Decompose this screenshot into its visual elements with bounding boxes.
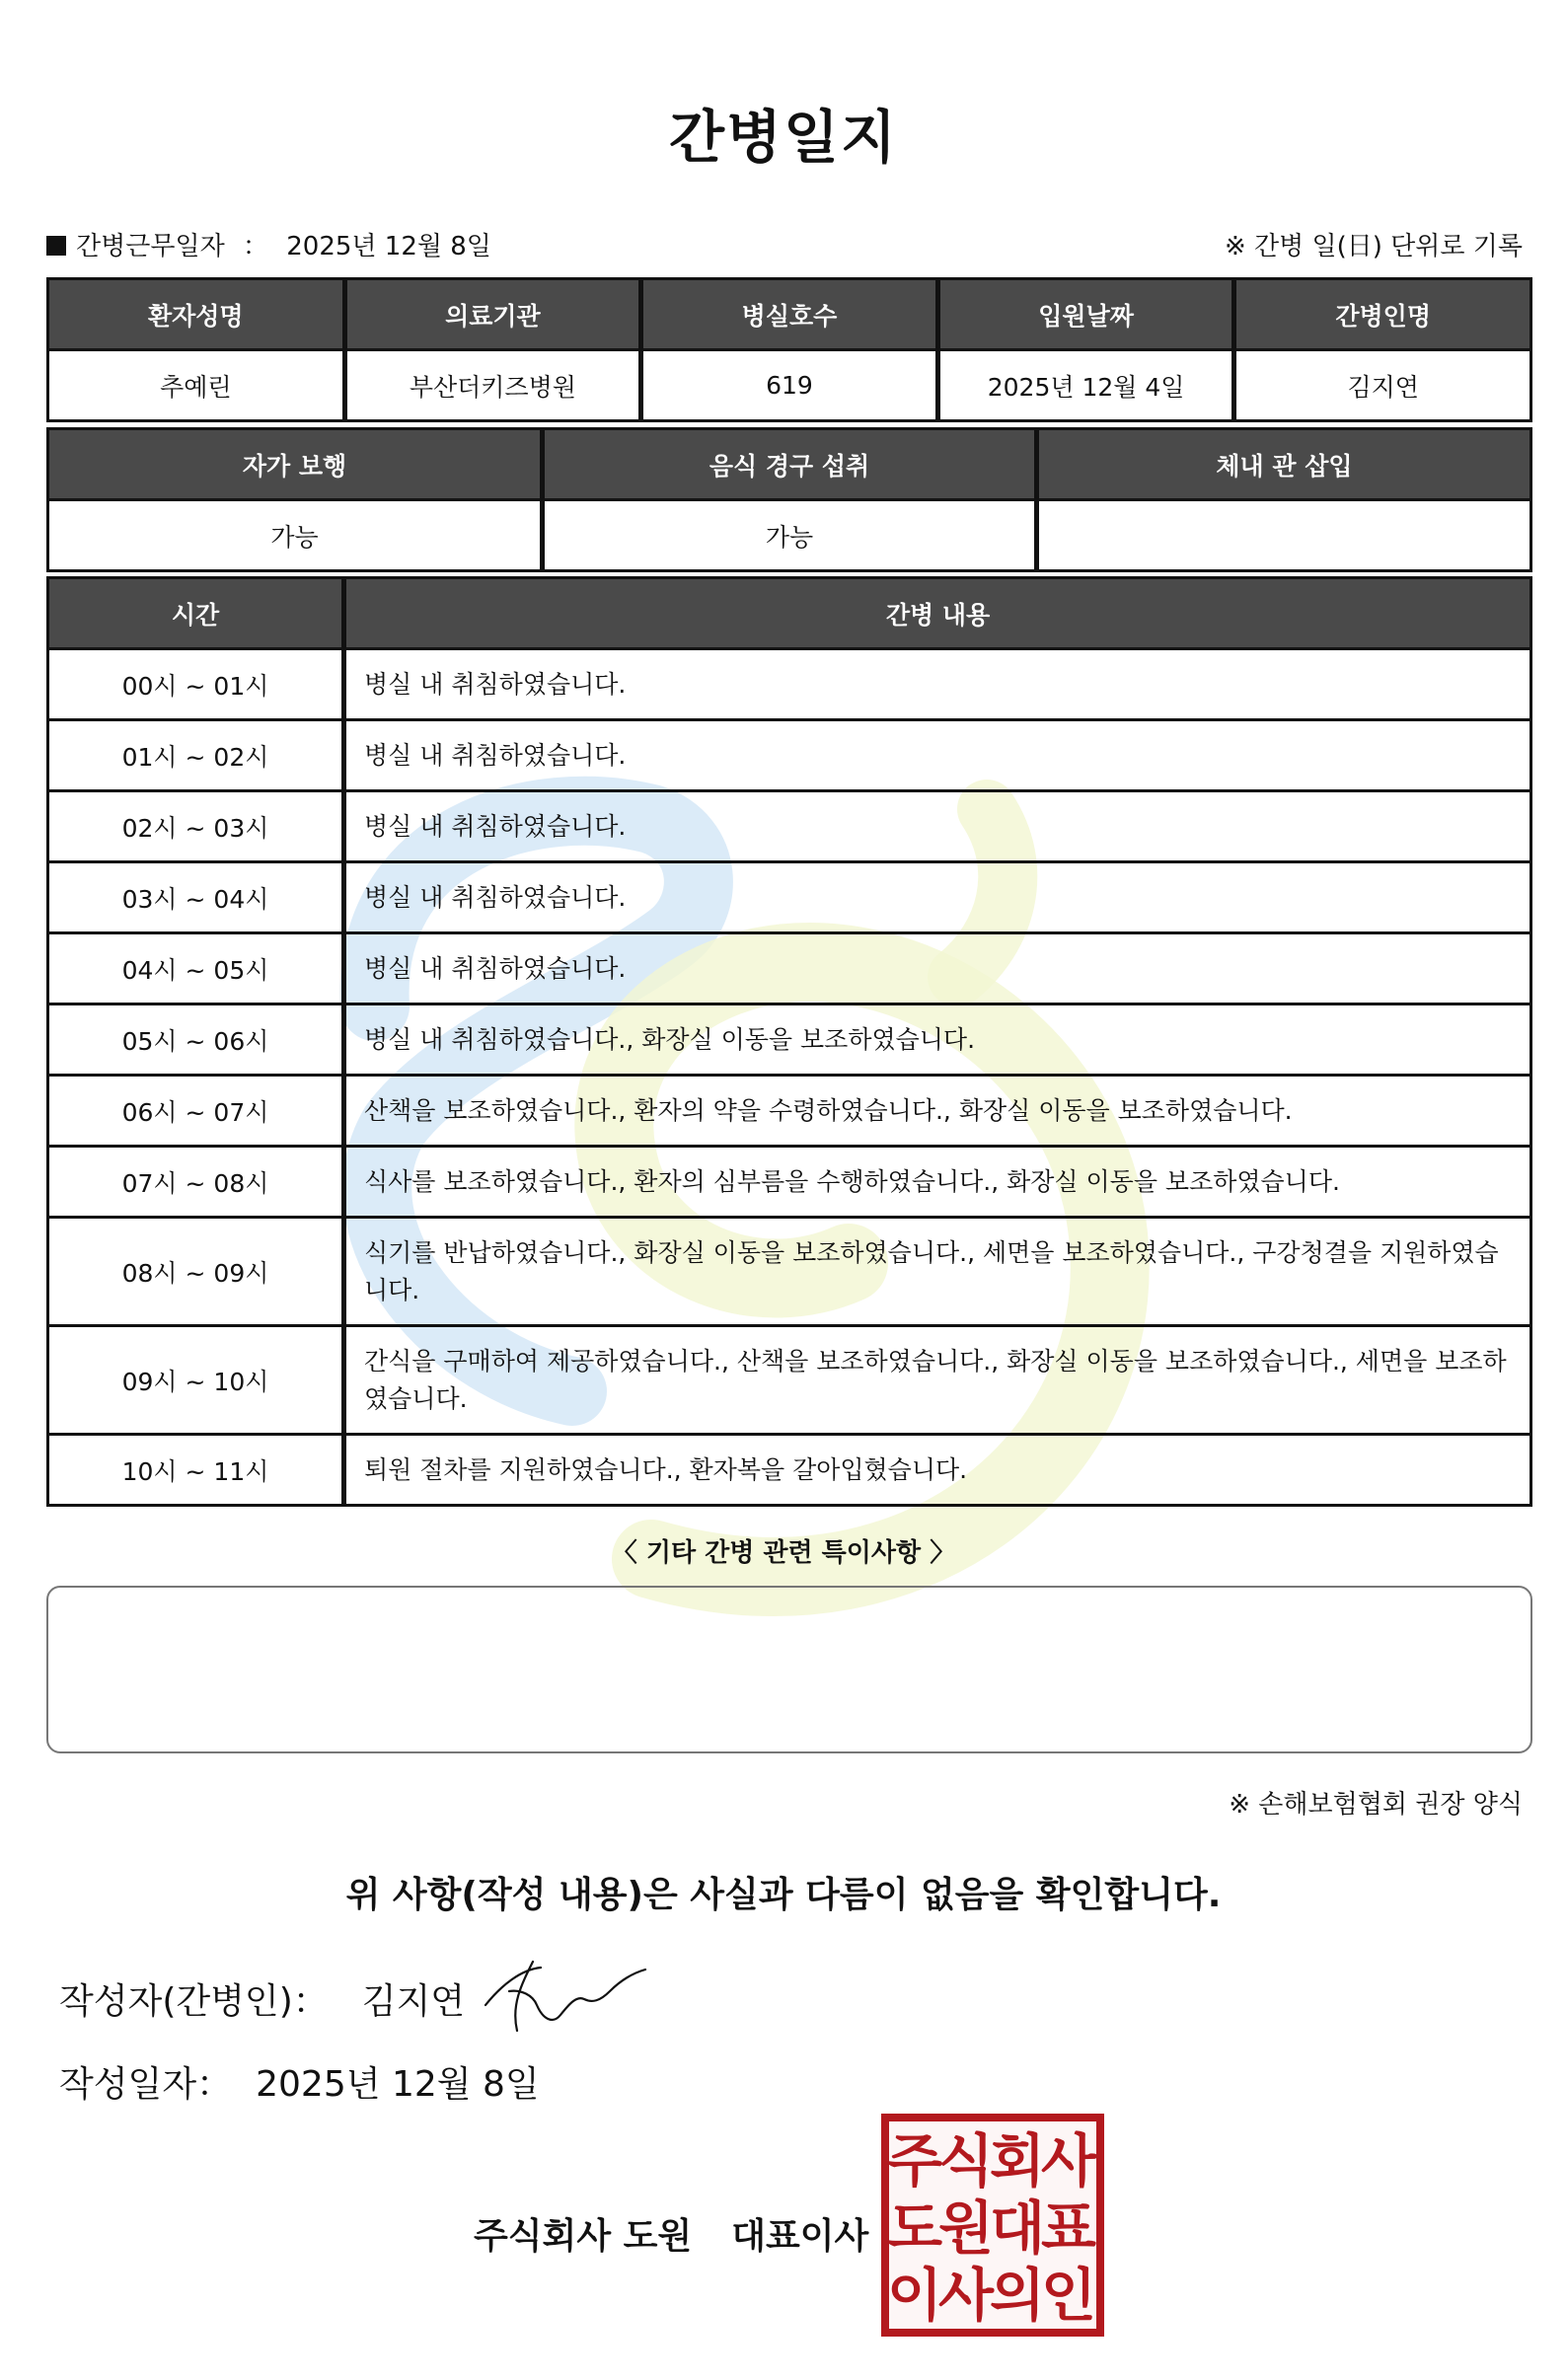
unit-note: ※ 간병 일(日) 단위로 기록 (1224, 232, 1523, 261)
work-date-separator: ： (242, 232, 268, 261)
status-value-row (48, 500, 1531, 571)
seal-glyph: 식 (937, 2127, 995, 2194)
content-cell: 퇴원 절차를 지원하였습니다., 환자복을 갈아입혔습니다. (344, 1435, 1531, 1506)
time-cell: 06시 ~ 07시 (48, 1076, 344, 1147)
table-row (48, 1076, 1531, 1147)
room-number-value: 619 (641, 350, 938, 421)
time-cell: 02시 ~ 03시 (48, 791, 344, 862)
writer-row (59, 1973, 465, 2024)
header-patient-name: 환자성명 (48, 279, 345, 350)
patient-info-table (46, 277, 1532, 422)
table-row (48, 1435, 1531, 1506)
work-date-row (46, 226, 491, 262)
header-caregiver-name: 간병인명 (1234, 279, 1531, 350)
content-cell: 병실 내 취침하였습니다. (344, 649, 1531, 720)
table-row (48, 791, 1531, 862)
square-bullet-icon (46, 236, 66, 256)
admission-date-value: 2025년 12월 4일 (937, 350, 1234, 421)
header-time: 시간 (48, 578, 344, 649)
content-cell: 산책을 보조하였습니다., 환자의 약을 수령하였습니다., 화장실 이동을 보조하였습니다. (344, 1076, 1531, 1147)
content-cell: 병실 내 취침하였습니다. (344, 720, 1531, 791)
seal-glyph: 이 (886, 2262, 943, 2329)
time-cell: 04시 ~ 05시 (48, 933, 344, 1004)
written-date-label: 작성일자： (59, 2064, 233, 2105)
time-cell: 07시 ~ 08시 (48, 1147, 344, 1218)
content-cell: 병실 내 취침하였습니다. (344, 933, 1531, 1004)
document-title: 간병일지 (668, 104, 899, 171)
content-cell: 식기를 반납하였습니다., 화장실 이동을 보조하였습니다., 세면을 보조하였습니다., 구강청결을 지원하였습니다. (344, 1218, 1531, 1326)
patient-status-table (46, 427, 1532, 572)
seal-glyph: 원 (937, 2194, 995, 2262)
work-date-value: 2025년 12월 8일 (286, 232, 491, 261)
special-notes-box (46, 1586, 1532, 1753)
content-cell: 병실 내 취침하였습니다., 화장실 이동을 보조하였습니다. (344, 1004, 1531, 1076)
header-oral-intake: 음식 경구 섭취 (543, 429, 1037, 500)
care-log-table (46, 576, 1532, 1507)
time-cell: 05시 ~ 06시 (48, 1004, 344, 1076)
header-care-content: 간병 내용 (344, 578, 1531, 649)
patient-info-value-row (48, 350, 1531, 421)
header-hospital: 의료기관 (344, 279, 641, 350)
seal-glyph: 대 (989, 2194, 1046, 2262)
table-row (48, 933, 1531, 1004)
handwritten-signature (482, 1956, 649, 2035)
content-cell: 식사를 보조하였습니다., 환자의 심부름을 수행하였습니다., 화장실 이동을 보조하였습니다. (344, 1147, 1531, 1218)
patient-info-header-row (48, 279, 1531, 350)
table-row (48, 649, 1531, 720)
confirmation-statement: 위 사항(작성 내용)은 사실과 다름이 없음을 확인합니다. (345, 1875, 1222, 1915)
self-walking-value: 가능 (48, 500, 543, 571)
special-notes-title: 〈 기타 간병 관련 특이사항 〉 (611, 1538, 956, 1568)
time-cell: 10시 ~ 11시 (48, 1435, 344, 1506)
writer-name: 김지연 (361, 1981, 466, 2022)
tube-insertion-value (1037, 500, 1531, 571)
content-cell: 병실 내 취침하였습니다. (344, 862, 1531, 933)
header-room-number: 병실호수 (641, 279, 938, 350)
patient-name-value: 추예린 (48, 350, 345, 421)
seal-glyph: 인 (1040, 2262, 1097, 2329)
seal-glyph: 사 (937, 2262, 995, 2329)
table-row (48, 1004, 1531, 1076)
work-date-label: 간병근무일자 (76, 232, 225, 261)
table-row (48, 1218, 1531, 1326)
seal-glyph: 표 (1040, 2194, 1097, 2262)
form-note: ※ 손해보험협회 권장 양식 (1229, 1790, 1523, 1820)
company-seal (881, 2114, 1104, 2337)
status-header-row (48, 429, 1531, 500)
time-cell: 09시 ~ 10시 (48, 1326, 344, 1435)
header-self-walking: 자가 보행 (48, 429, 543, 500)
company-name: 주식회사 도원 (474, 2216, 693, 2257)
content-cell: 간식을 구매하여 제공하였습니다., 산책을 보조하였습니다., 화장실 이동을 보조하였습니다., 세면을 보조하였습니다. (344, 1326, 1531, 1435)
oral-intake-value: 가능 (543, 500, 1037, 571)
content-cell: 병실 내 취침하였습니다. (344, 791, 1531, 862)
header-tube-insertion: 체내 관 삽입 (1037, 429, 1531, 500)
time-cell: 03시 ~ 04시 (48, 862, 344, 933)
seal-glyph: 사 (1040, 2127, 1097, 2194)
written-date-row (59, 2056, 540, 2107)
company-signature-line (474, 2208, 868, 2259)
header-admission-date: 입원날짜 (937, 279, 1234, 350)
caregiver-name-value: 김지연 (1234, 350, 1531, 421)
seal-glyph: 의 (989, 2262, 1046, 2329)
time-cell: 01시 ~ 02시 (48, 720, 344, 791)
time-cell: 08시 ~ 09시 (48, 1218, 344, 1326)
table-row (48, 862, 1531, 933)
table-row (48, 1326, 1531, 1435)
company-representative: 대표이사 (731, 2216, 869, 2257)
seal-glyph: 도 (886, 2194, 943, 2262)
seal-glyph: 주 (886, 2127, 943, 2194)
hospital-value: 부산더키즈병원 (344, 350, 641, 421)
time-cell: 00시 ~ 01시 (48, 649, 344, 720)
writer-label: 작성자(간병인)： (59, 1981, 329, 2022)
written-date-value: 2025년 12월 8일 (256, 2064, 540, 2105)
care-log-header-row (48, 578, 1531, 649)
seal-glyph: 회 (989, 2127, 1046, 2194)
table-row (48, 720, 1531, 791)
table-row (48, 1147, 1531, 1218)
